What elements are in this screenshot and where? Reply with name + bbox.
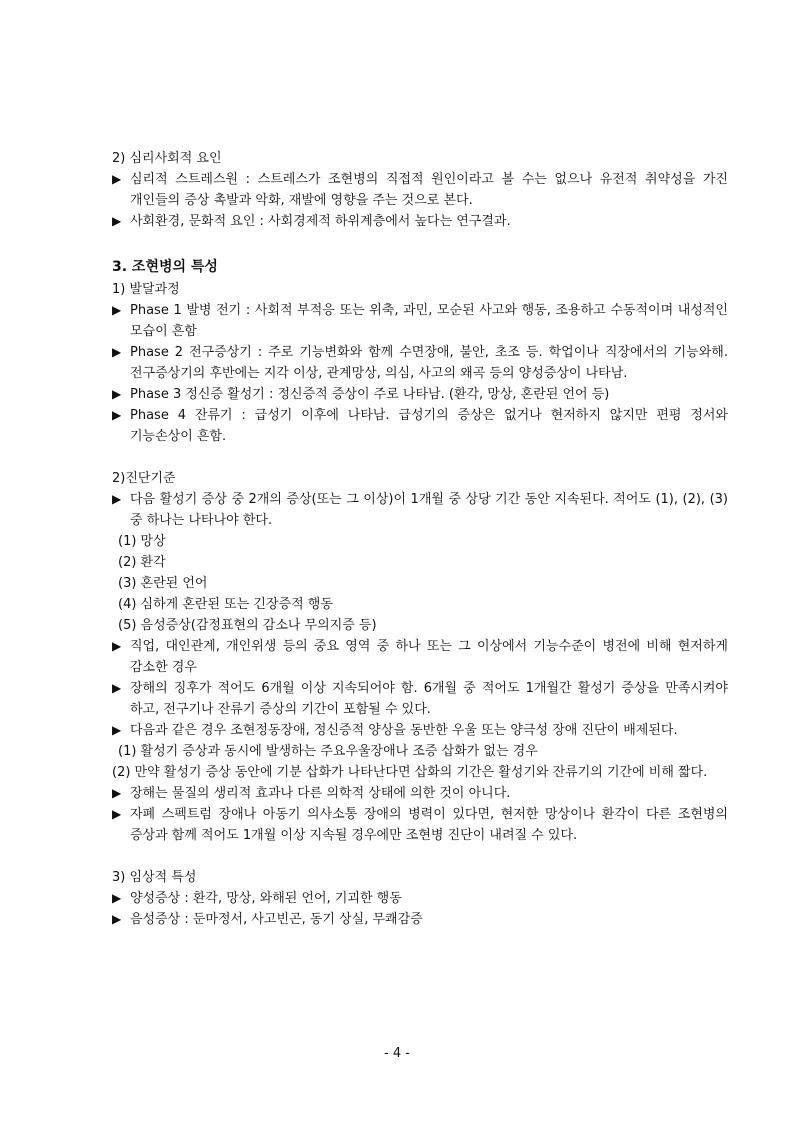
section-title: 2)진단기준	[112, 471, 176, 486]
symptom-item: (1) 망상	[118, 534, 166, 549]
symptom-item: (5) 음성증상(감정표현의 감소나 무의지증 등)	[118, 618, 377, 633]
bullet-arrow-icon: ▶	[112, 303, 122, 317]
bullet-arrow-icon: ▶	[112, 408, 122, 422]
bullet-arrow-icon: ▶	[112, 786, 122, 800]
bullet-arrow-icon: ▶	[112, 214, 122, 228]
bullet-item: ▶ 심리적 스트레스원 : 스트레스가 조현병의 직접적 원인이라고 볼 수는 없으나 유전적 취약성을 가진 개인들의 증상 촉발과 악화, 재발에 영향을 주는 것으로 본다.	[112, 169, 728, 211]
bullet-item: ▶ 사회환경, 문화적 요인 : 사회경제적 하위계층에서 높다는 연구결과.	[112, 211, 728, 232]
bullet-item: ▶ Phase 4 잔류기 : 급성기 이후에 나타남. 급성기의 증상은 없거나 현저하지 않지만 편평 정서와 기능손상이 흔함.	[112, 405, 728, 447]
bullet-arrow-icon: ▶	[112, 639, 122, 653]
section-title: 1) 발달과정	[112, 282, 180, 297]
bullet-item: ▶ 양성증상 : 환각, 망상, 와해된 언어, 기괴한 행동	[112, 888, 728, 909]
bullet-item: ▶ 다음 활성기 증상 중 2개의 증상(또는 그 이상)이 1개월 중 상당 기간 동안 지속된다. 적어도 (1), (2), (3) 중 하나는 나타나야 한다.	[112, 489, 728, 531]
symptom-item: (2) 환각	[118, 555, 166, 570]
bullet-item: ▶ Phase 2 전구증상기 : 주로 기능변화와 함께 수면장애, 불안, 초조 등. 학업이나 직장에서의 기능와해. 전구증상기의 후반에는 지각 이상, 관계망상, 의심, 사고의 왜곡 등의 양성증상이 나타남.	[112, 342, 728, 384]
symptom-item: (3) 혼란된 언어	[118, 576, 208, 591]
bullet-arrow-icon: ▶	[112, 172, 122, 186]
bullet-arrow-icon: ▶	[112, 723, 122, 737]
bullet-item: ▶ 자폐 스펙트럼 장애나 아동기 의사소통 장애의 병력이 있다면, 현저한 망상이나 환각이 다른 조현병의 증상과 함께 적어도 1개월 이상 지속될 경우에만 조현병 진단이 내려질 수 있다.	[112, 804, 728, 846]
bullet-item: ▶ 장해의 징후가 적어도 6개월 이상 지속되어야 함. 6개월 중 적어도 1개월간 활성기 증상을 만족시켜야 하고, 전구기나 잔류기 증상의 기간이 포함될 수 있다.	[112, 678, 728, 720]
bullet-arrow-icon: ▶	[112, 492, 122, 506]
symptom-item: (4) 심하게 혼란된 또는 긴장증적 행동	[118, 597, 333, 612]
bullet-arrow-icon: ▶	[112, 891, 122, 905]
sub-condition: (1) 활성기 증상과 동시에 발생하는 주요우울장애나 조증 삽화가 없는 경우	[118, 744, 538, 759]
bullet-arrow-icon: ▶	[112, 387, 122, 401]
bullet-arrow-icon: ▶	[112, 912, 122, 926]
section-title: 2) 심리사회적 요인	[112, 151, 222, 166]
document-body	[112, 148, 728, 930]
bullet-arrow-icon: ▶	[112, 681, 122, 695]
bullet-arrow-icon: ▶	[112, 345, 122, 359]
bullet-item: ▶ 장해는 물질의 생리적 효과나 다른 의학적 상태에 의한 것이 아니다.	[112, 783, 728, 804]
bullet-item: ▶ 다음과 같은 경우 조현정동장애, 정신증적 양상을 동반한 우울 또는 양극성 장애 진단이 배제된다.	[112, 720, 728, 741]
bullet-item: ▶ 직업, 대인관계, 개인위생 등의 중요 영역 중 하나 또는 그 이상에서 기능수준이 병전에 비해 현저하게 감소한 경우	[112, 636, 728, 678]
bullet-item: ▶ Phase 1 발병 전기 : 사회적 부적응 또는 위축, 과민, 모순된 사고와 행동, 조용하고 수동적이며 내성적인 모습이 흔함	[112, 300, 728, 342]
bullet-item: ▶ Phase 3 정신증 활성기 : 정신증적 증상이 주로 나타남. (환각, 망상, 혼란된 언어 등)	[112, 384, 728, 405]
section-title: 3) 임상적 특성	[112, 870, 197, 885]
section-heading: 3. 조현병의 특성	[112, 259, 218, 275]
bullet-item: ▶ 음성증상 : 둔마정서, 사고빈곤, 동기 상실, 무쾌감증	[112, 909, 728, 930]
sub-condition: (2) 만약 활성기 증상 동안에 기분 삽화가 나타난다면 삽화의 기간은 활성기와 잔류기의 기간에 비해 짧다.	[112, 765, 708, 780]
bullet-arrow-icon: ▶	[112, 807, 122, 821]
page-number: - 4 -	[384, 1046, 410, 1061]
